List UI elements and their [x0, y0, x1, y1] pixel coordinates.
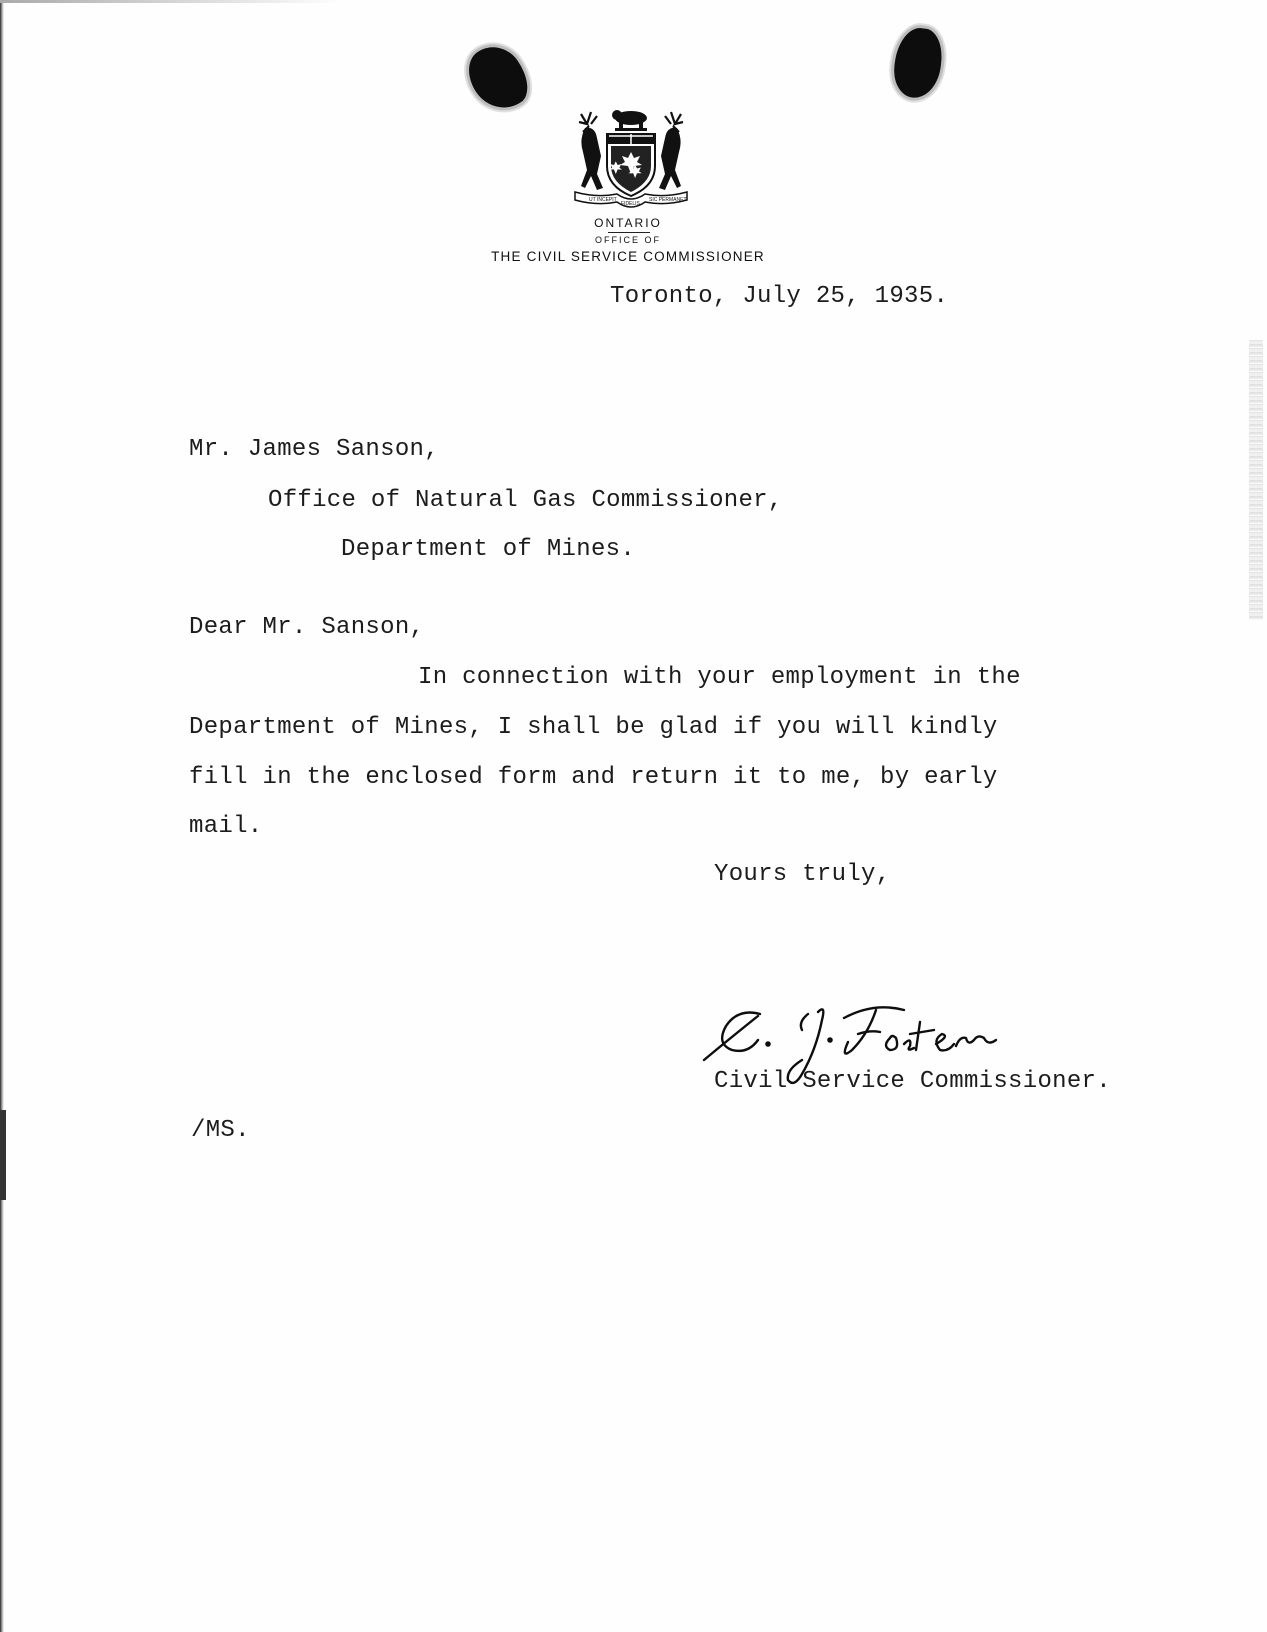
closing: Yours truly,: [714, 861, 891, 888]
body-line: mail.: [189, 813, 263, 840]
top-edge-shadow: [0, 0, 340, 3]
svg-text:FIDELIS: FIDELIS: [621, 201, 640, 207]
recipient-name: Mr. James Sanson,: [189, 436, 439, 463]
right-edge-scan-noise: [1249, 340, 1263, 620]
salutation: Dear Mr. Sanson,: [189, 614, 425, 641]
letterhead-province: ONTARIO: [594, 216, 662, 230]
reference-initials: /MS.: [191, 1117, 250, 1144]
body-line: Department of Mines, I shall be glad if you will kindly: [189, 714, 998, 741]
svg-text:UT INCEPIT: UT INCEPIT: [589, 197, 617, 203]
signer-title: Civil Service Commissioner.: [714, 1068, 1111, 1095]
letter-date: Toronto, July 25, 1935.: [610, 283, 949, 310]
binding-edge-shadow: [0, 0, 4, 1632]
recipient-department: Department of Mines.: [341, 536, 636, 563]
body-line: In connection with your employment in the: [418, 664, 1021, 691]
binding-edge-mark: [0, 1110, 6, 1200]
recipient-office: Office of Natural Gas Commissioner,: [268, 487, 783, 514]
svg-text:SIC PERMANET: SIC PERMANET: [649, 197, 687, 203]
body-line: fill in the enclosed form and return it to me, by early: [189, 764, 998, 791]
letterhead-divider: [608, 232, 650, 233]
punch-hole-right: [890, 25, 945, 101]
letterhead-office-of: OFFICE OF: [595, 235, 661, 245]
ontario-coat-of-arms-icon: [567, 104, 695, 216]
punch-hole-left: [458, 36, 538, 120]
letterhead-department: THE CIVIL SERVICE COMMISSIONER: [491, 249, 765, 264]
